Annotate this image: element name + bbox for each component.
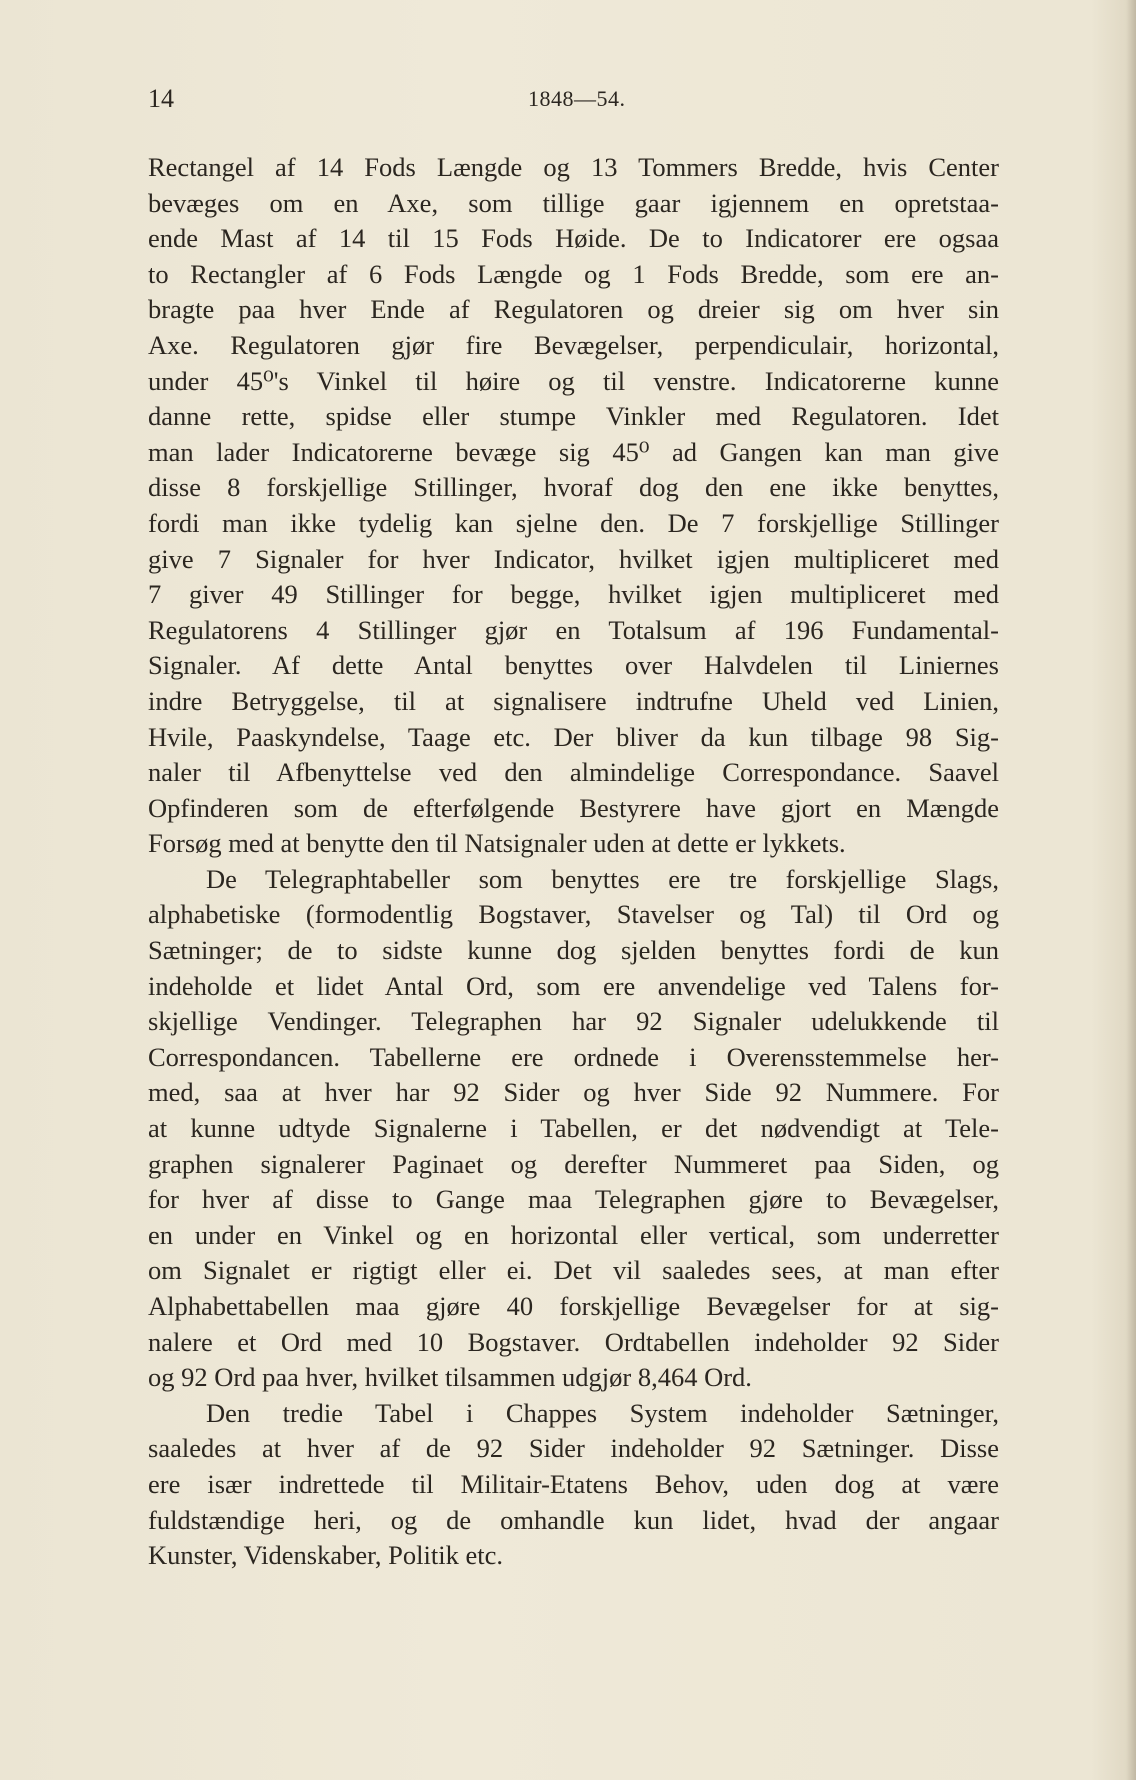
text-line: Kunster, Videnskaber, Politik etc. xyxy=(148,1540,503,1571)
text-line: bevæges om en Axe, som tillige gaar igjennem en opretstaa- xyxy=(148,187,999,218)
text-line: 7 giver 49 Stillinger for begge, hvilket igjen multipliceret med xyxy=(148,579,999,610)
running-head xyxy=(148,84,998,118)
text-line: for hver af disse to Gange maa Telegraphen gjøre to Bevægelser, xyxy=(148,1184,999,1215)
text-line: indre Betryggelse, til at signalisere indtrufne Uheld ved Linien, xyxy=(148,685,999,716)
text-line: Axe. Regulatoren gjør fire Bevægelser, perpendiculair, horizontal, xyxy=(148,329,999,360)
text-line: ende Mast af 14 til 15 Fods Høide. De to Indicatorer ere ogsaa xyxy=(148,223,999,254)
body-text xyxy=(148,150,999,1574)
text-line: og 92 Ord paa hver, hvilket tilsammen udgjør 8,464 Ord. xyxy=(148,1362,752,1393)
text-line: man lader Indicatorerne bevæge sig 45⁰ ad Gangen kan man give xyxy=(148,436,999,467)
text-line: graphen signalerer Paginaet og derefter Nummeret paa Siden, og xyxy=(148,1148,999,1179)
text-line: nalere et Ord med 10 Bogstaver. Ordtabellen indeholder 92 Sider xyxy=(148,1326,999,1357)
text-line: Regulatorens 4 Stillinger gjør en Totalsum af 196 Fundamental- xyxy=(148,614,999,645)
text-line: Alphabettabellen maa gjøre 40 forskjellige Bevægelser for at sig- xyxy=(148,1291,999,1321)
text-line: disse 8 forskjellige Stillinger, hvoraf dog den ene ikke benyttes, xyxy=(148,472,999,503)
text-line: Den tredie Tabel i Chappes System indeholder Sætninger, xyxy=(206,1397,999,1428)
text-line: bragte paa hver Ende af Regulatoren og dreier sig om hver sin xyxy=(148,294,999,325)
text-line: Rectangel af 14 Fods Længde og 13 Tommers Bredde, hvis Center xyxy=(148,152,999,182)
text-line: alphabetiske (formodentlig Bogstaver, Stavelser og Tal) til Ord og xyxy=(148,899,999,930)
running-head-years: 1848—54. xyxy=(528,86,626,111)
text-line: Hvile, Paaskyndelse, Taage etc. Der bliver da kun tilbage 98 Sig- xyxy=(148,721,999,752)
text-line: Sætninger; de to sidste kunne dog sjelden benyttes fordi de kun xyxy=(148,935,999,966)
text-line: med, saa at hver har 92 Sider og hver Side 92 Nummere. For xyxy=(148,1077,999,1108)
text-line: to Rectangler af 6 Fods Længde og 1 Fods Bredde, som ere an- xyxy=(148,258,999,289)
text-line: om Signalet er rigtigt eller ei. Det vil saaledes sees, at man efter xyxy=(148,1255,999,1286)
text-line: en under en Vinkel og en horizontal eller vertical, som underretter xyxy=(148,1219,999,1250)
text-line: De Telegraphtabeller som benyttes ere tre forskjellige Slags, xyxy=(206,863,999,894)
text-line: under 45⁰'s Vinkel til høire og til venstre. Indicatorerne kunne xyxy=(148,365,999,396)
page-number: 14 xyxy=(148,84,174,113)
text-line: skjellige Vendinger. Telegraphen har 92 Signaler udelukkende til xyxy=(148,1006,999,1037)
text-line: indeholde et lidet Antal Ord, som ere anvendelige ved Talens for- xyxy=(148,970,999,1001)
page-edge-shadow xyxy=(1126,0,1136,1780)
text-line: at kunne udtyde Signalerne i Tabellen, er det nødvendigt at Tele- xyxy=(148,1113,999,1144)
text-line: danne rette, spidse eller stumpe Vinkler med Regulatoren. Idet xyxy=(148,401,999,432)
text-line: saaledes at hver af de 92 Sider indeholder 92 Sætninger. Disse xyxy=(148,1433,999,1464)
text-line: Opfinderen som de efterfølgende Bestyrere have gjort en Mængde xyxy=(148,792,999,823)
text-line: fuldstændige heri, og de omhandle kun lidet, hvad der angaar xyxy=(148,1504,999,1535)
text-line: Forsøg med at benytte den til Natsignaler uden at dette er lykkets. xyxy=(148,828,846,859)
text-line: Correspondancen. Tabellerne ere ordnede i Overensstemmelse her- xyxy=(148,1041,999,1072)
text-line: fordi man ikke tydelig kan sjelne den. De 7 forskjellige Stillinger xyxy=(148,507,999,538)
text-line: Signaler. Af dette Antal benyttes over Halvdelen til Liniernes xyxy=(148,650,999,681)
text-line: naler til Afbenyttelse ved den almindelige Correspondance. Saavel xyxy=(148,757,999,788)
text-line: give 7 Signaler for hver Indicator, hvilket igjen multipliceret med xyxy=(148,543,999,574)
text-line: ere især indrettede til Militair-Etatens Behov, uden dog at være xyxy=(148,1468,999,1499)
